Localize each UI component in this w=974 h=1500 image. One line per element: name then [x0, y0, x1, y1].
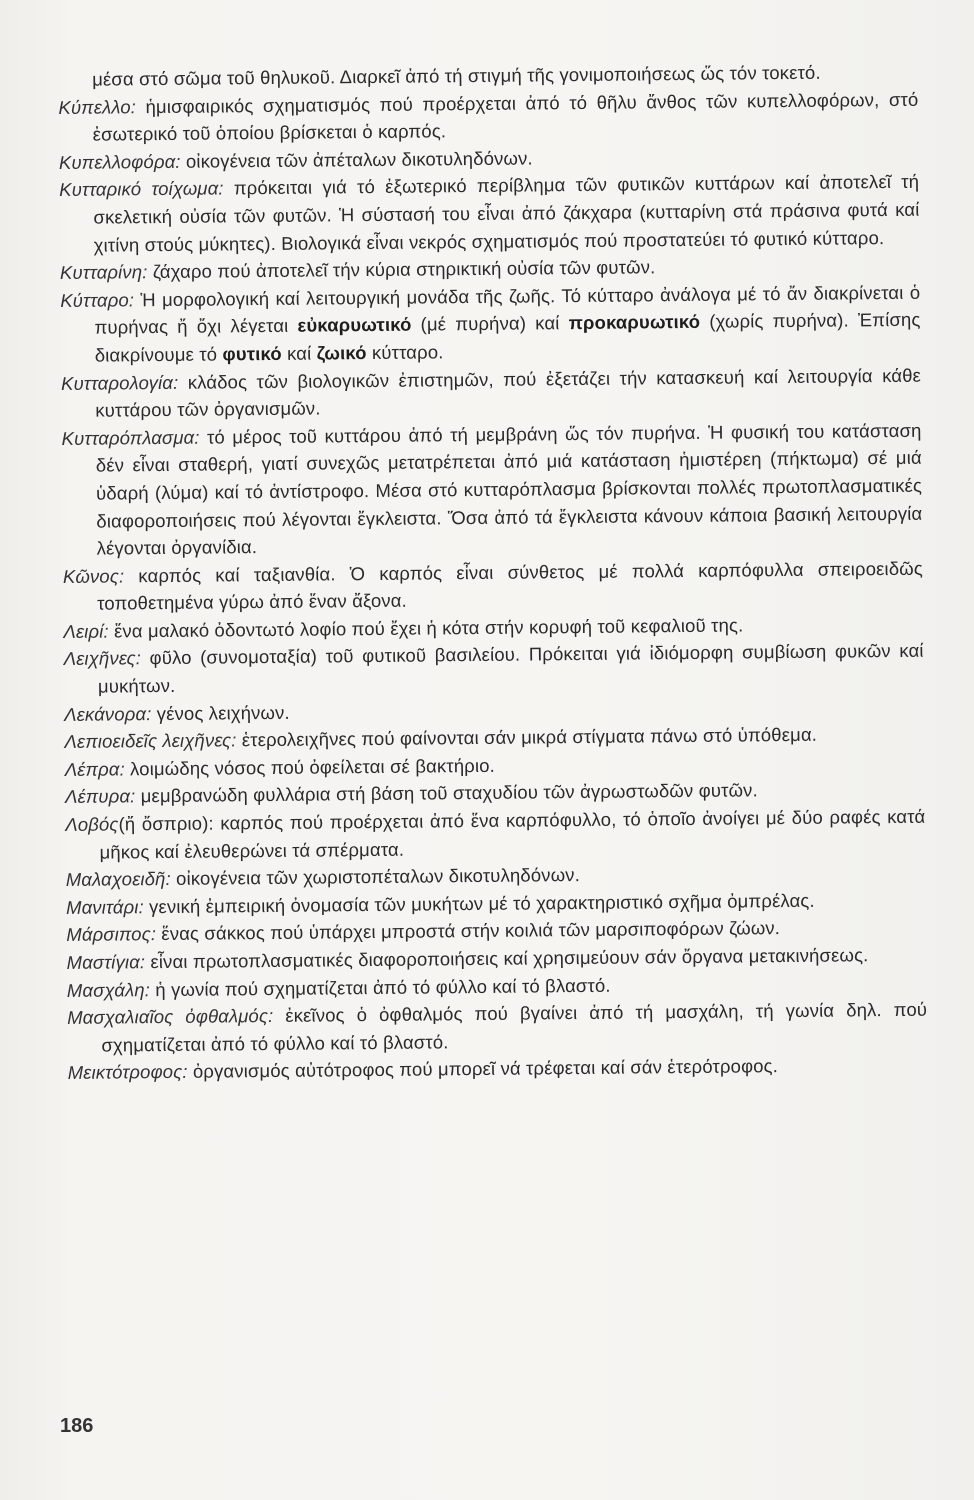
entry-definition: κύτταρο.	[366, 341, 444, 363]
entry-definition: (χωρίς πυρήνα). Ἐπίσης διακρίνουμε τό	[94, 309, 921, 366]
entry-definition: ἡ γωνία πού σχηματίζεται ἀπό τό φύλλο καί τό βλαστό.	[149, 974, 611, 1000]
glossary-entry	[61, 361, 921, 424]
bold-term-plant: φυτικό	[222, 342, 282, 365]
entry-term: Μαστίγια:	[66, 951, 146, 973]
glossary-entries	[58, 58, 928, 1087]
glossary-entry	[63, 554, 923, 617]
entry-definition: τό μέρος τοῦ κυττάρου ἀπό τή μεμβράνη ὥς τόν πυρήνα. Ἡ φυσική του κατάσταση δέν εἶναι σταθερή, γιατί συνεχῶς μετατρέπεται ἀπό μιά κατάσταση ἡμιστέρεη (πήκτωμα) σέ μιά ὑδαρή (λύμα) καί τό ἀντίστροφο. Μέσα στό κυτταρόπλασμα βρίσκονται πολλές πρωτοπλασματικές διαφοροποιήσεις πού λέγονται ἔγκλειστα. Ὅσα ἀπό τά ἔγκλειστα κάνουν κάποια βασική λειτουργία λέγονται ὀργανίδια.	[95, 419, 923, 559]
entry-definition: καί	[281, 342, 317, 364]
entry-term: Κύτταρο:	[60, 289, 135, 311]
entry-term: Λειχῆνες:	[63, 647, 142, 670]
entry-term-note: (ἤ ὄσπριο):	[118, 812, 214, 835]
entry-term: Μαλαχοειδῆ:	[65, 868, 171, 891]
entry-definition: φῦλο (συνομοταξία) τοῦ φυτικοῦ βασιλείου. Πρόκειται γιά ἰδιόμορφη συμβίωση φυκῶν καί μυκήτων.	[97, 640, 924, 697]
entry-definition: πρόκειται γιά τό ἐξωτερικό περίβλημα τῶν φυτικῶν κυττάρων καί ἀποτελεῖ τή σκελετική οὐσία τῶν φυτῶν. Ἡ σύστασή του εἶναι ἀπό ζάκχαρα (κυτταρίνη στά πράσινα φυτά καί χιτίνη στούς μύκητες). Βιολογικά εἶναι νεκρός σχηματισμός πού προστατεύει τό φυτικό κύτταρο.	[93, 171, 920, 256]
entry-definition: μεμβρανώδη φυλλάρια στή βάση τοῦ σταχυδίου τῶν ἀγρωστωδῶν φυτῶν.	[135, 779, 758, 807]
entry-definition: γένος λειχήνων.	[151, 701, 290, 724]
page-number: 186	[60, 1415, 94, 1437]
entry-term: Μασχαλιαῖος ὀφθαλμός:	[67, 1005, 274, 1029]
entry-term: Κυτταρόπλασμα:	[61, 426, 200, 449]
entry-term: Λεκάνορα:	[64, 702, 152, 725]
entry-term: Κύπελλο:	[58, 95, 137, 118]
entry-definition: ζάχαρο πού ἀποτελεῖ τήν κύρια στηρικτική οὐσία τῶν φυτῶν.	[147, 256, 656, 283]
entry-term: Μασχάλη:	[66, 978, 151, 1001]
entry-term: Λεπιοειδεῖς λειχῆνες:	[64, 729, 237, 753]
entry-definition: Ἡ μορφολογική καί λειτουργική μονάδα τῆς ζωῆς. Τό κύτταρο ἀνάλογα μέ τό ἄν διακρίνεται ὁ πυρήνας ἤ ὄχι λέγεται	[94, 281, 921, 339]
entry-term: Κυτταρολογία:	[60, 371, 179, 394]
bold-term-prokaryotic: προκαρυωτικό	[568, 311, 701, 334]
entry-definition: ἑτερολειχῆνες πού φαίνονται σάν μικρά στίγματα πάνω στό ὑπόθεμα.	[236, 723, 818, 751]
entry-term: Λέπυρα:	[64, 785, 136, 808]
bold-term-eukaryotic: εὐκαρυωτικό	[297, 313, 412, 337]
entry-definition: γενική ἐμπειρική ὀνομασία τῶν μυκήτων μέ τό χαρακτηριστικό σχῆμα ὀμπρέλας.	[143, 889, 815, 918]
glossary-entry	[61, 416, 922, 562]
entry-term: Κυπελλοφόρα:	[58, 150, 181, 173]
bold-term-animal: ζωικό	[316, 341, 367, 364]
glossary-entry	[65, 803, 925, 866]
entry-term: Κῶνος:	[62, 565, 125, 587]
entry-term: Λειρί:	[63, 620, 109, 642]
entry-definition: (μέ πυρήνα) καί	[411, 312, 569, 335]
glossary-entry	[64, 637, 924, 700]
entry-definition: ἕνα μαλακό ὀδοντωτό λοφίο πού ἔχει ἡ κότα στήν κορυφή τοῦ κεφαλιοῦ της.	[108, 614, 744, 642]
glossary-entry	[58, 85, 918, 148]
entry-definition: ὀργανισμός αὐτότροφος πού μπορεῖ νά τρέφεται καί σάν ἑτερότροφος.	[187, 1055, 779, 1083]
glossary-entry	[59, 168, 920, 259]
entry-definition: οἰκογένεια τῶν ἀπέταλων δικοτυληδόνων.	[180, 147, 533, 172]
entry-term: Λέπρα:	[64, 758, 125, 780]
entry-term: Μεικτότροφος:	[67, 1061, 188, 1084]
entry-definition: καρπός καί ταξιανθία. Ὁ καρπός εἶναι σύνθετος μέ πολλά καρπόφυλλα σπειροειδῶς τοποθετημένα γύρω ἀπό ἕναν ἄξονα.	[97, 557, 923, 614]
entry-term: Μανιτάρι:	[65, 896, 144, 918]
entry-definition: ἕνας σάκκος πού ὑπάρχει μπροστά στήν κοιλιά τῶν μαρσιποφόρων ζώων.	[155, 917, 781, 945]
entry-definition: κλάδος τῶν βιολογικῶν ἐπιστημῶν, πού ἐξετάζει τήν κατασκευή καί λειτουργία κάθε κυττάρου τῶν ὀργανισμῶν.	[95, 364, 922, 421]
entry-definition: μέσα στό σῶμα τοῦ θηλυκοῦ. Διαρκεῖ ἀπό τή στιγμή τῆς γονιμοποιήσεως ὥς τόν τοκετό.	[92, 61, 821, 90]
entry-definition: ἐκεῖνος ὁ ὀφθαλμός πού βγαίνει ἀπό τή μασχάλη, τή γωνία δηλ. πού σχηματίζεται ἀπό τό φύλλο καί τό βλαστό.	[101, 998, 928, 1056]
entry-term: Κυτταρίνη:	[59, 261, 148, 284]
entry-definition: καρπός πού προέρχεται ἀπό ἕνα καρπόφυλλο, τό ὁποῖο ἀνοίγει μέ δύο ραφές κατά μῆκος καί ἐλευθερώνει τά σπέρματα.	[99, 805, 926, 863]
glossary-entry	[67, 996, 927, 1059]
entry-term: Κυτταρικό τοίχωμα:	[59, 177, 224, 201]
entry-definition: λοιμώδης νόσος πού ὀφείλεται σέ βακτήριο.	[124, 754, 495, 780]
entry-term: Μάρσιπος:	[66, 923, 157, 946]
entry-definition: εἶναι πρωτοπλασματικές διαφοροποιήσεις καί χρησιμεύουν σάν ὄργανα μετακινήσεως.	[145, 944, 869, 973]
entry-term: Λοβός	[65, 813, 119, 835]
entry-definition: οἰκογένεια τῶν χωριστοπέταλων δικοτυληδόνων.	[170, 864, 581, 890]
entry-definition: ἡμισφαιρικός σχηματισμός πού προέρχεται ἀπό τό θῆλυ ἄνθος τῶν κυπελλοφόρων, στό ἐσωτερικό τοῦ ὁποίου βρίσκεται ὁ καρπός.	[92, 88, 919, 145]
glossary-entry	[60, 278, 921, 369]
